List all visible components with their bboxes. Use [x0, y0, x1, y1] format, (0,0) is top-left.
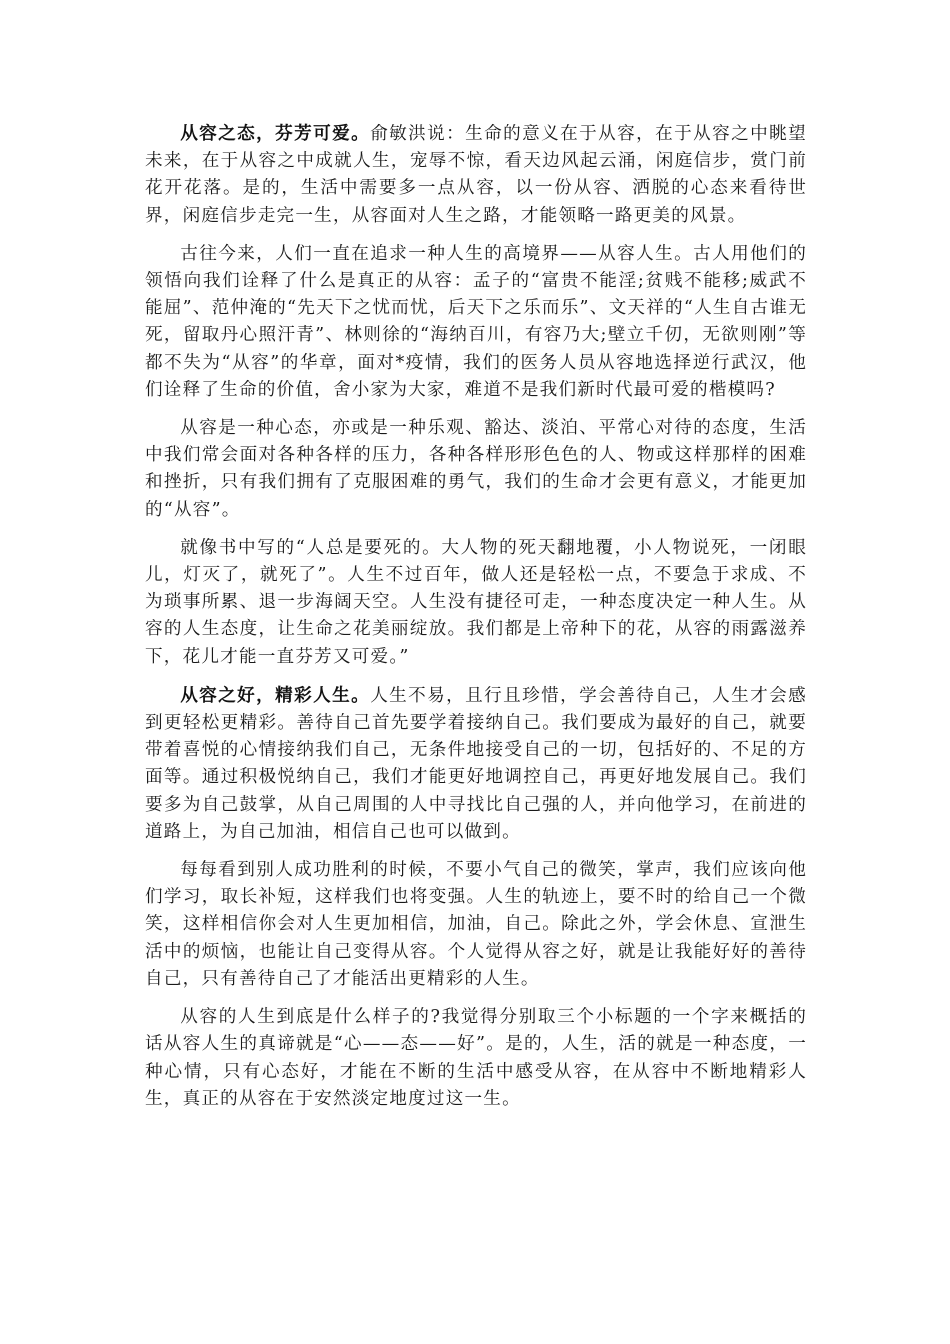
paragraph-heading-1: 从容之态，芬芳可爱。 [180, 123, 371, 144]
paragraph-text-5: 人生不易，且行且珍惜，学会善待自己，人生才会感到更轻松更精彩。善待自己首先要学着接纳自己。我们要成为最好的自己，就要带着喜悦的心情接纳我们自己，无条件地接受自己的一切，包括好的、不足的方面等。通过积极悦纳自己，我们才能更好地调控自己，再更好地发展自己。我们要多为自己鼓掌，从自己周围的人中寻找比自己强的人，并向他学习，在前进的道路上，为自己加油，相信自己也可以做到。 [145, 685, 807, 842]
paragraph-2 [145, 241, 807, 404]
paragraph-text-4: 就像书中写的“人总是要死的。大人物的死天翻地覆，小人物说死，一闭眼儿，灯灭了，就死了”。人生不过百年，做人还是轻松一点，不要急于求成、不为琐事所累、退一步海阔天空。人生没有捷径可走，一种态度决定一种人生。从容的人生态度，让生命之花美丽绽放。我们都是上帝种下的花，从容的雨露滋养下，花儿才能一直芬芳又可爱。” [145, 537, 807, 667]
paragraph-5 [145, 682, 807, 846]
paragraph-text-1: 俞敏洪说：生命的意义在于从容，在于从容之中眺望未来，在于从容之中成就人生，宠辱不惊，看天边风起云涌，闲庭信步，赏门前花开花落。是的，生活中需要多一点从容，以一份从容、洒脱的心态来看待世界，闲庭信步走完一生，从容面对人生之路，才能领略一路更美的风景。 [145, 124, 807, 226]
paragraph-1 [145, 120, 807, 230]
paragraph-text-3: 从容是一种心态，亦或是一种乐观、豁达、淡泊、平常心对待的态度，生活中我们常会面对各种各样的压力，各种各样形形色色的人、物或这样那样的困难和挫折，只有我们拥有了克服困难的勇气，我们的生命才会更有意义，才能更加的“从容”。 [145, 418, 807, 520]
paragraph-7 [145, 1004, 807, 1113]
paragraph-3 [145, 415, 807, 524]
paragraph-heading-5: 从容之好，精彩人生。 [180, 684, 371, 706]
paragraph-text-2: 古往今来，人们一直在追求一种人生的高境界——从容人生。古人用他们的领悟向我们诠释了什么是真正的从容：孟子的“富贵不能淫;贫贱不能移;威武不能屈”、范仲淹的“先天下之忧而忧，后天下之乐而乐”、文天祥的“人生自古谁无死，留取丹心照汗青”、林则徐的“海纳百川，有容乃大;壁立千仞，无欲则刚”等都不失为“从容”的华章，面对*疫情，我们的医务人员从容地选择逆行武汉，他们诠释了生命的价值，舍小家为大家，难道不是我们新时代最可爱的楷模吗? [145, 243, 807, 400]
paragraph-text-6: 每每看到别人成功胜利的时候，不要小气自己的微笑，掌声，我们应该向他们学习，取长补短，这样我们也将变强。人生的轨迹上，要不时的给自己一个微笑，这样相信你会对人生更加相信，加油，自己。除此之外，学会休息、宣泄生活中的烦恼，也能让自己变得从容。个人觉得从容之好，就是让我能好好的善待自己，只有善待自己了才能活出更精彩的人生。 [145, 860, 807, 989]
paragraph-text-7: 从容的人生到底是什么样子的?我觉得分别取三个小标题的一个字来概括的话从容人生的真谛就是“心——态——好”。是的，人生，活的就是一种态度，一种心情，只有心态好，才能在不断的生活中感受从容，在从容中不断地精彩人生，真正的从容在于安然淡定地度过这一生。 [145, 1007, 807, 1109]
document-body [145, 120, 807, 1124]
paragraph-4 [145, 535, 807, 671]
paragraph-6 [145, 857, 807, 993]
